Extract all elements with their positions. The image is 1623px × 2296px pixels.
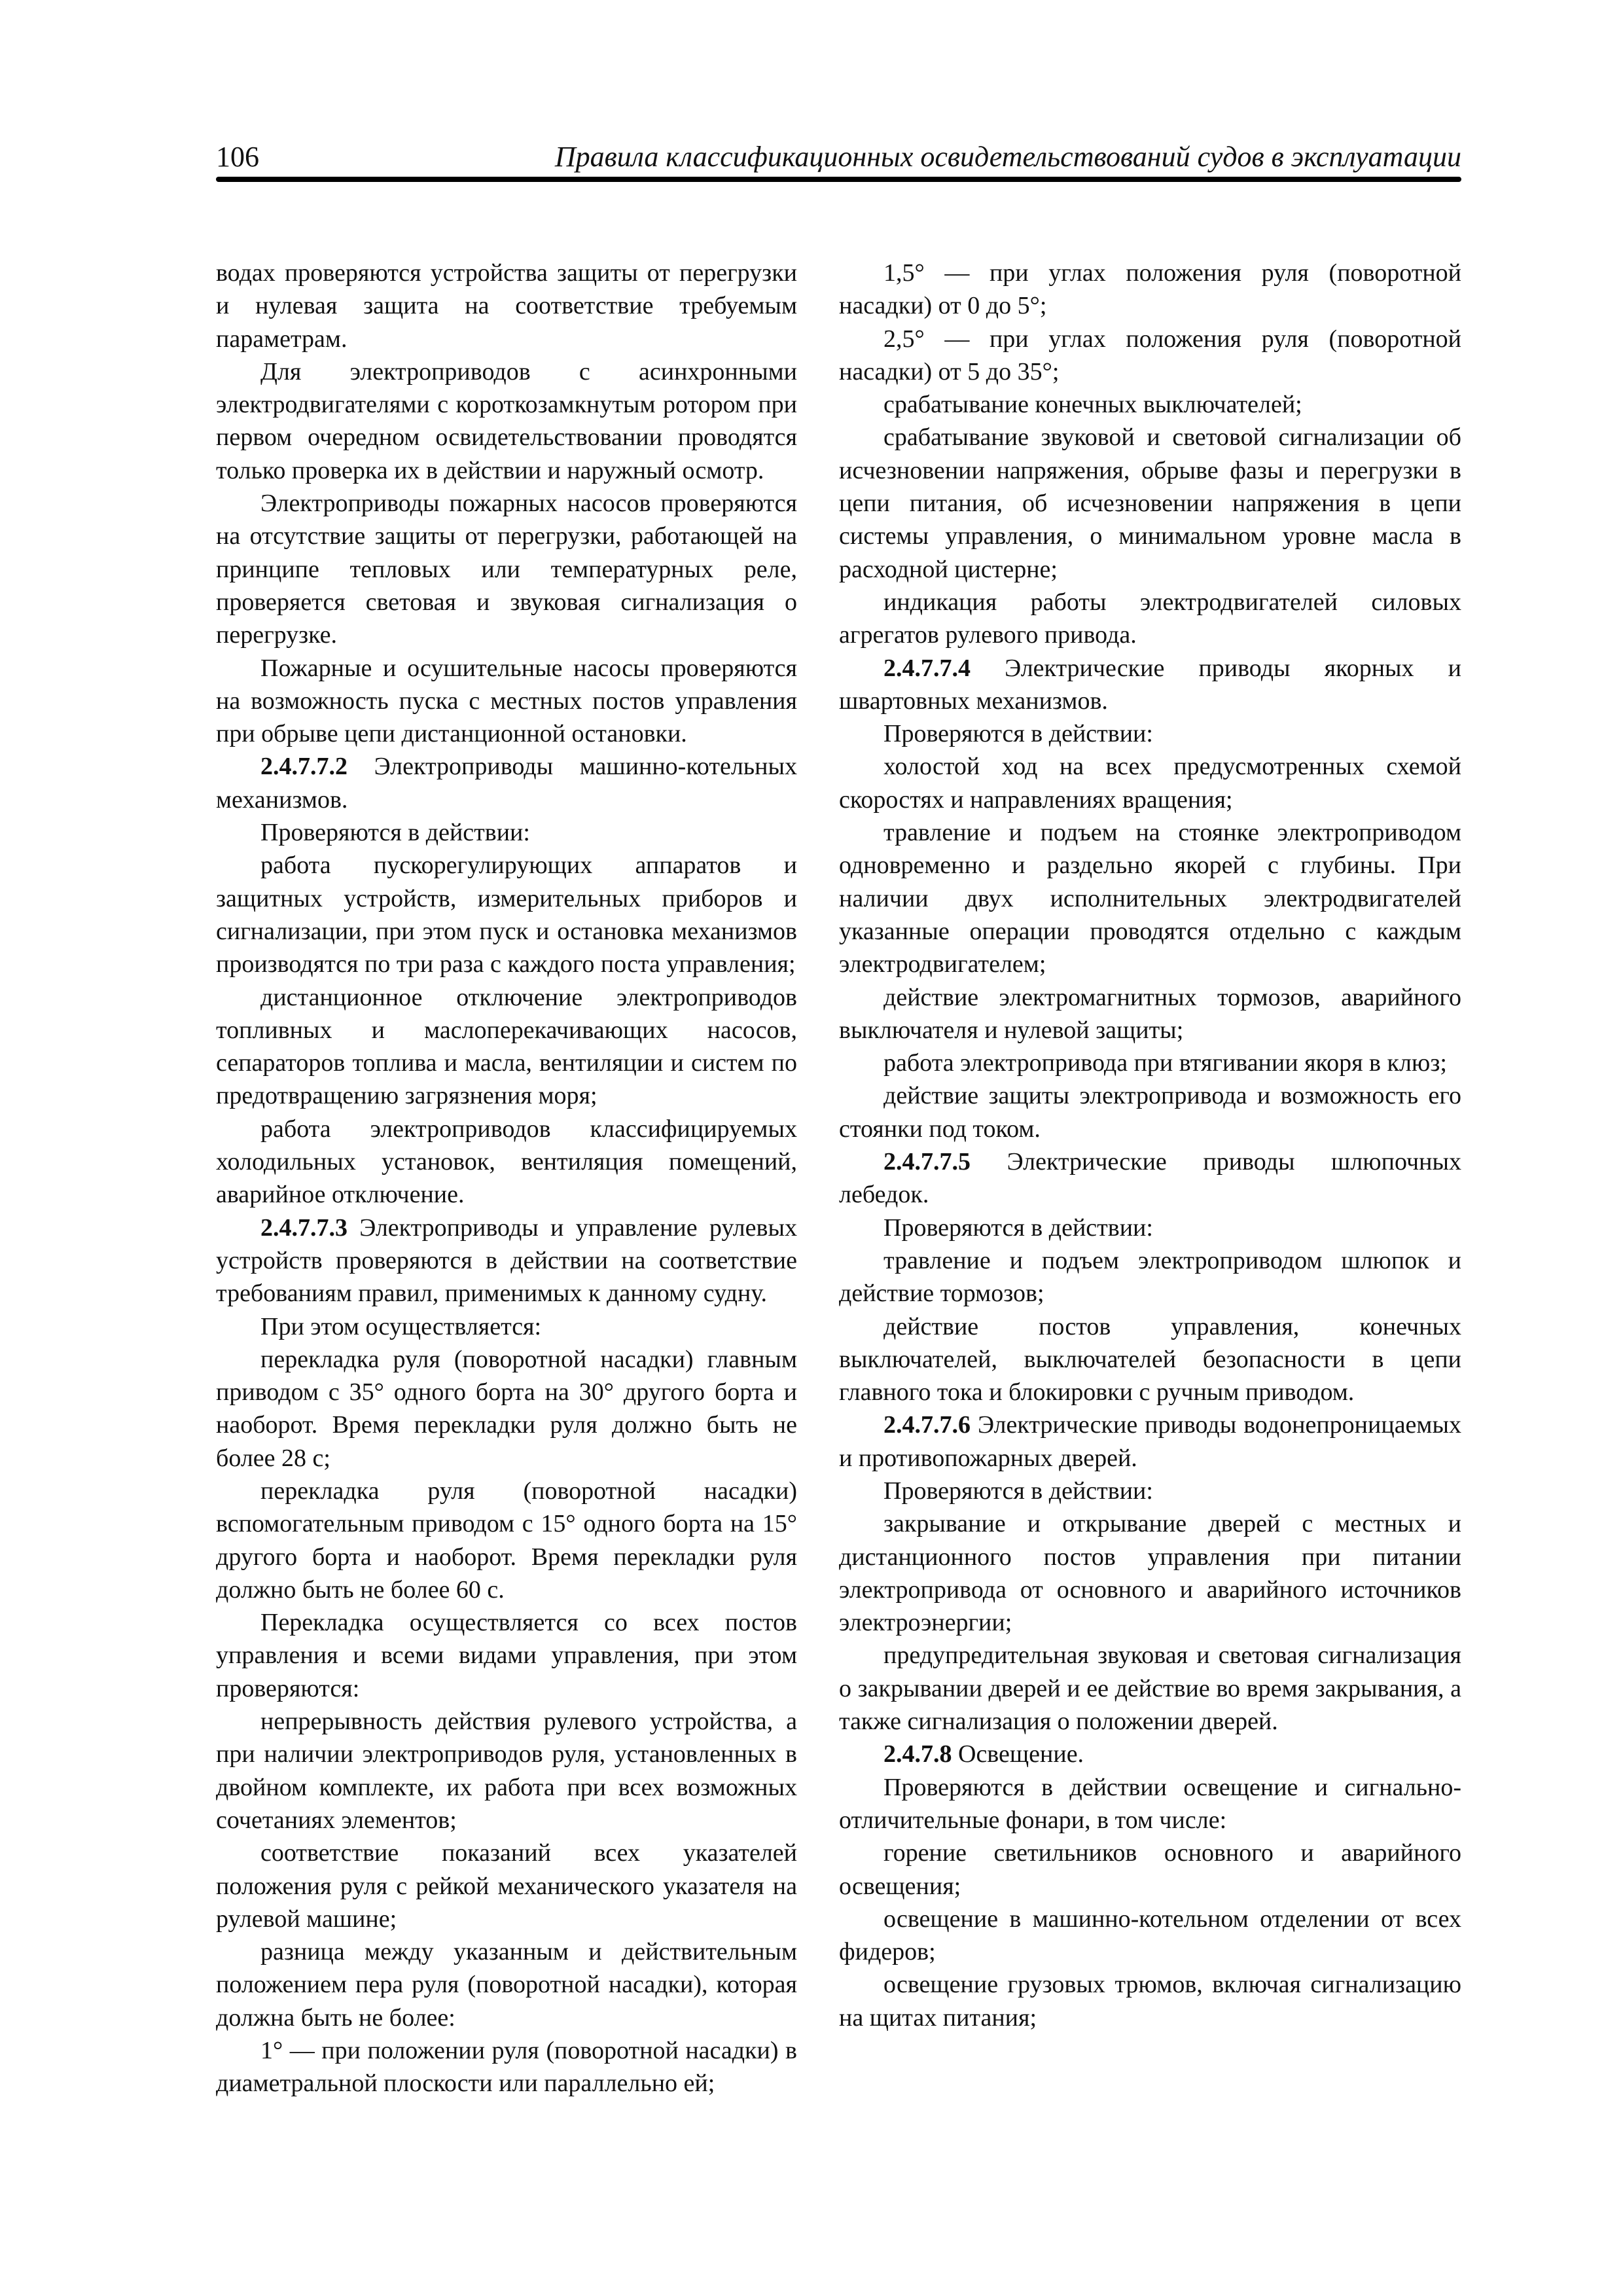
paragraph-text: Проверяются в действии:: [883, 1213, 1153, 1242]
paragraph-text: соответствие показаний всех указателей положения руля с рейкой механического указателя на рулевой машине;: [216, 1839, 797, 1933]
paragraph: [839, 1475, 1461, 1507]
paragraph: [839, 1968, 1461, 2034]
paragraph: [839, 1310, 1461, 1409]
section-number: 2.4.7.7.3: [260, 1213, 348, 1242]
page-number: 106: [216, 141, 259, 173]
paragraph: [839, 1507, 1461, 1639]
paragraph-text: срабатывание звуковой и световой сигнализации об исчезновении напряжения, обрыве фазы и перегрузки в цепи питания, об исчезновении напряжения в цепи системы управления, о минимальном уровне масла в расходной цистерне;: [839, 423, 1461, 583]
paragraph-text: Проверяются в действии:: [883, 720, 1153, 748]
paragraph-text: действие постов управления, конечных выключателей, выключателей безопасности в цепи главного тока и блокировки с ручным приводом.: [839, 1312, 1461, 1407]
paragraph-text: действие защиты электропривода и возможность его стоянки под током.: [839, 1082, 1461, 1143]
section-number: 2.4.7.7.6: [883, 1411, 971, 1439]
paragraph-text: работа электроприводов классифицируемых холодильных установок, вентиляция помещений, аварийное отключение.: [216, 1115, 797, 1209]
paragraph: [839, 257, 1461, 323]
paragraph-text: закрывание и открывание дверей с местных и дистанционного постов управления при питании электропривода от основного и аварийного источников электроэнергии;: [839, 1510, 1461, 1637]
paragraph-text: освещение грузовых трюмов, включая сигнализацию на щитах питания;: [839, 1971, 1461, 2032]
paragraph-text: Электроприводы пожарных насосов проверяются на отсутствие защиты от перегрузки, работающей на принципе тепловых или температурных реле, проверяется световая и звуковая сигнализация о перегрузке.: [216, 490, 797, 649]
paragraph-text: предупредительная звуковая и световая сигнализация о закрывании дверей и ее действие во время закрывания, а также сигнализация о положении дверей.: [839, 1641, 1461, 1736]
paragraph: [839, 1837, 1461, 1903]
paragraph-text: Пожарные и осушительные насосы проверяются на возможность пуска с местных постов управления при обрыве цепи дистанционной остановки.: [216, 654, 797, 748]
paragraph: [216, 2034, 797, 2100]
left-column: [216, 257, 797, 2100]
paragraph-text: дистанционное отключение электроприводов топливных и маслоперекачивающих насосов, сепараторов топлива и масла, вентиляции и систем по предотвращению загрязнения моря;: [216, 983, 797, 1110]
paragraph: [839, 1903, 1461, 1969]
section-number: 2.4.7.7.4: [883, 654, 971, 682]
section-number: 2.4.7.8: [883, 1740, 952, 1768]
paragraph-text: Электрические приводы якорных и швартовных механизмов.: [839, 654, 1461, 715]
running-title: Правила классификационных освидетельствований судов в эксплуатации: [554, 141, 1461, 173]
section-paragraph: [839, 1145, 1461, 1211]
paragraph-text: холостой ход на всех предусмотренных схемой скоростях и направлениях вращения;: [839, 753, 1461, 814]
paragraph: [839, 586, 1461, 652]
paragraph-text: 1,5° — при углах положения руля (поворотной насадки) от 0 до 5°;: [839, 259, 1461, 320]
paragraph: [216, 1475, 797, 1606]
paragraph-text: Электроприводы и управление рулевых устройств проверяются в действии на соответствие требованиям правил, применимых к данному судну.: [216, 1213, 797, 1308]
paragraph-text: освещение в машинно-котельном отделении от всех фидеров;: [839, 1905, 1461, 1966]
paragraph: [839, 981, 1461, 1047]
paragraph-text: Электрические приводы водонепроницаемых и противопожарных дверей.: [839, 1411, 1461, 1472]
paragraph: [216, 1705, 797, 1837]
section-paragraph: [839, 652, 1461, 718]
paragraph: [839, 1244, 1461, 1310]
paragraph: [839, 717, 1461, 750]
paragraph-text: непрерывность действия рулевого устройства, а при наличии электроприводов руля, установленных в двойном комплекте, их работа при всех возможных сочетаниях элементов;: [216, 1708, 797, 1834]
paragraph-text: 1° — при положении руля (поворотной насадки) в диаметральной плоскости или параллельно ей;: [216, 2037, 797, 2098]
paragraph: [216, 1310, 797, 1343]
paragraph: [216, 816, 797, 849]
paragraph: [216, 257, 797, 355]
running-header: [216, 139, 1461, 175]
paragraph: [839, 388, 1461, 421]
section-number: 2.4.7.7.2: [260, 753, 348, 781]
paragraph-text: Проверяются в действии:: [260, 819, 530, 847]
paragraph: [216, 1113, 797, 1211]
paragraph: [839, 750, 1461, 816]
paragraph: [839, 1211, 1461, 1244]
paragraph-text: травление и подъем электроприводом шлюпок и действие тормозов;: [839, 1246, 1461, 1308]
paragraph-text: При этом осуществляется:: [260, 1312, 542, 1340]
paragraph-text: водах проверяются устройства защиты от перегрузки и нулевая защита на соответствие требуемым параметрам.: [216, 259, 797, 353]
paragraph-text: работа пускорегулирующих аппаратов и защитных устройств, измерительных приборов и сигнализации, при этом пуск и остановка механизмов производятся по три раза с каждого поста управления;: [216, 852, 797, 978]
right-column: [839, 257, 1461, 2034]
paragraph: [839, 421, 1461, 585]
paragraph-text: разница между указанным и действительным положением пера руля (поворотной насадки), которая должна быть не более:: [216, 1938, 797, 2032]
paragraph: [216, 1343, 797, 1475]
section-paragraph: [216, 1211, 797, 1310]
paragraph-text: срабатывание конечных выключателей;: [883, 391, 1302, 419]
paragraph: [839, 323, 1461, 389]
paragraph: [839, 1771, 1461, 1837]
paragraph-text: действие электромагнитных тормозов, аварийного выключателя и нулевой защиты;: [839, 983, 1461, 1044]
paragraph-text: Электроприводы машинно-котельных механизмов.: [216, 753, 797, 814]
paragraph-text: 2,5° — при углах положения руля (поворотной насадки) от 5 до 35°;: [839, 325, 1461, 386]
paragraph-text: перекладка руля (поворотной насадки) вспомогательным приводом с 15° одного борта на 15° другого борта и наоборот. Время перекладки руля должно быть не более 60 с.: [216, 1477, 797, 1604]
paragraph-text: Электрические приводы шлюпочных лебедок.: [839, 1148, 1461, 1209]
paragraph: [216, 652, 797, 751]
paragraph-text: горение светильников основного и аварийного освещения;: [839, 1839, 1461, 1900]
paragraph-text: Проверяются в действии:: [883, 1477, 1153, 1505]
paragraph-text: работа электропривода при втягивании якоря в клюз;: [883, 1049, 1447, 1077]
paragraph: [216, 849, 797, 980]
paragraph: [216, 981, 797, 1113]
paragraph: [839, 1639, 1461, 1738]
header-rule: [216, 177, 1461, 182]
paragraph-text: перекладка руля (поворотной насадки) главным приводом с 35° одного борта на 30° другого борта и наоборот. Время перекладки руля должно быть не более 28 с;: [216, 1345, 797, 1472]
section-paragraph: [839, 1738, 1461, 1770]
paragraph: [216, 1606, 797, 1705]
paragraph: [839, 816, 1461, 980]
section-paragraph: [216, 750, 797, 816]
paragraph-text: Освещение.: [958, 1740, 1084, 1768]
section-number: 2.4.7.7.5: [883, 1148, 971, 1176]
paragraph: [216, 355, 797, 487]
paragraph: [216, 487, 797, 651]
paragraph-text: Перекладка осуществляется со всех постов управления и всеми видами управления, при этом проверяются:: [216, 1609, 797, 1702]
paragraph: [839, 1079, 1461, 1145]
paragraph: [216, 1935, 797, 2034]
paragraph: [839, 1047, 1461, 1079]
paragraph-text: Проверяются в действии освещение и сигнально-отличительные фонари, в том числе:: [839, 1773, 1461, 1834]
paragraph-text: Для электроприводов с асинхронными электродвигателями с короткозамкнутым ротором при первом очередном освидетельствовании проводятся только проверка их в действии и наружный осмотр.: [216, 357, 797, 484]
paragraph-text: индикация работы электродвигателей силовых агрегатов рулевого привода.: [839, 588, 1461, 649]
section-paragraph: [839, 1408, 1461, 1475]
paragraph: [216, 1837, 797, 1935]
paragraph-text: травление и подъем на стоянке электроприводом одновременно и раздельно якорей с глубины. При наличии двух исполнительных электродвигателей указанные операции проводятся отдельно с каждым электродвигателем;: [839, 819, 1461, 978]
